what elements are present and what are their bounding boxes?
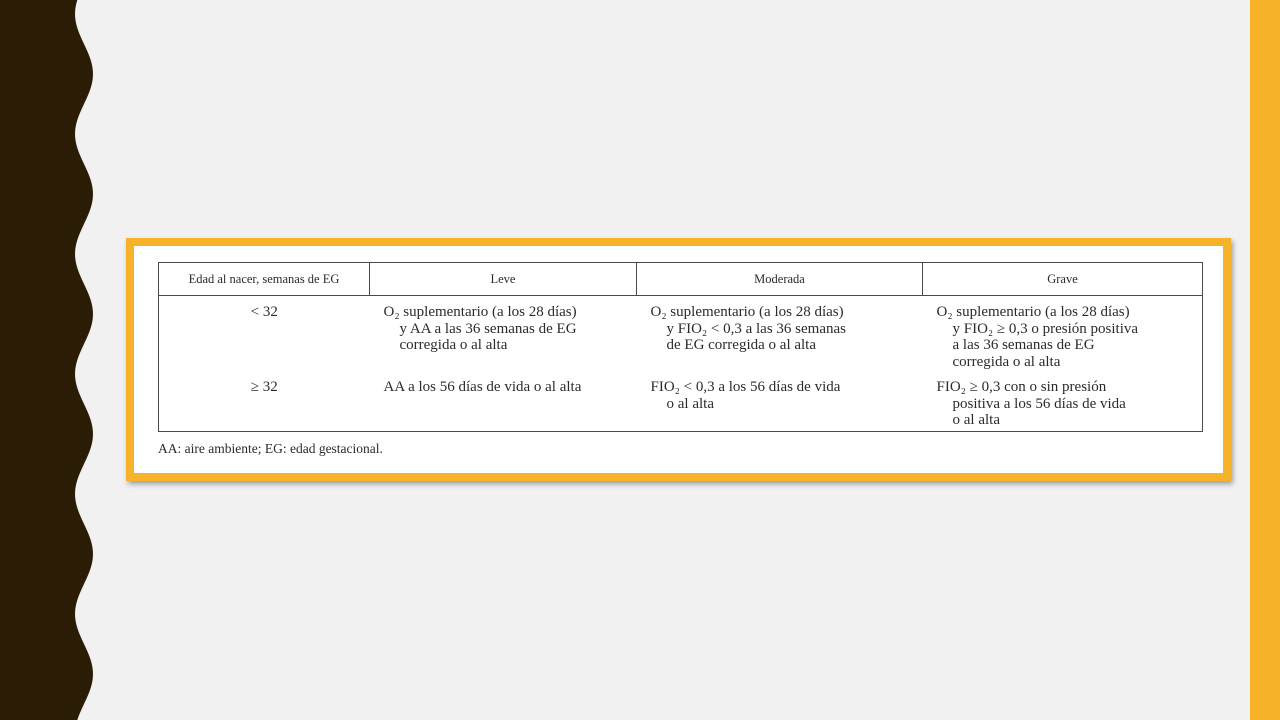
table-footnote: AA: aire ambiente; EG: edad gestacional. [158,441,383,456]
cell-line: AA a los 56 días de vida o al alta [383,379,582,395]
accent-bar-right [1250,0,1280,720]
table-header-row [159,263,1203,296]
cell-line: O₂ suplementario (a los 28 días) [383,304,577,320]
wavy-band-shape [0,0,93,720]
cell-line: corregida o al alta [952,353,1061,370]
cell-line: o al alta [666,395,714,412]
cell-line: y FIO₂ < 0,3 a las 36 semanas [666,320,846,337]
cell-line: o al alta [952,412,1000,428]
cell-line: FIO₂ < 0,3 a los 56 días de vida [650,379,841,395]
cell-leve [370,296,637,380]
header-leve: Leve [370,263,637,296]
table-row [159,379,1203,432]
cell-line: a las 36 semanas de EG [952,337,1095,353]
cell-line: O₂ suplementario (a los 28 días) [936,304,1130,320]
cell-line: FIO₂ ≥ 0,3 con o sin presión [936,379,1107,395]
cell-age: ≥ 32 [159,379,370,432]
cell-line: corregida o al alta [399,337,508,353]
cell-line: O₂ suplementario (a los 28 días) [650,304,844,320]
cell-grave [923,296,1203,380]
cell-moderada [637,379,923,432]
cell-line: de EG corregida o al alta [666,337,817,353]
table-row [159,296,1203,380]
wavy-border-decoration [0,0,100,720]
header-moderada: Moderada [637,263,923,296]
cell-line: y FIO₂ ≥ 0,3 o presión positiva [952,320,1139,337]
cell-grave [923,379,1203,432]
bpd-classification-table [158,262,1203,432]
cell-age: < 32 [159,296,370,380]
cell-line: y AA a las 36 semanas de EG [399,320,577,337]
cell-line: positiva a los 56 días de vida [952,395,1126,412]
cell-leve [370,379,637,432]
cell-moderada [637,296,923,380]
table-image-frame [126,238,1231,481]
header-grave: Grave [923,263,1203,296]
header-age: Edad al nacer, semanas de EG [159,263,370,296]
